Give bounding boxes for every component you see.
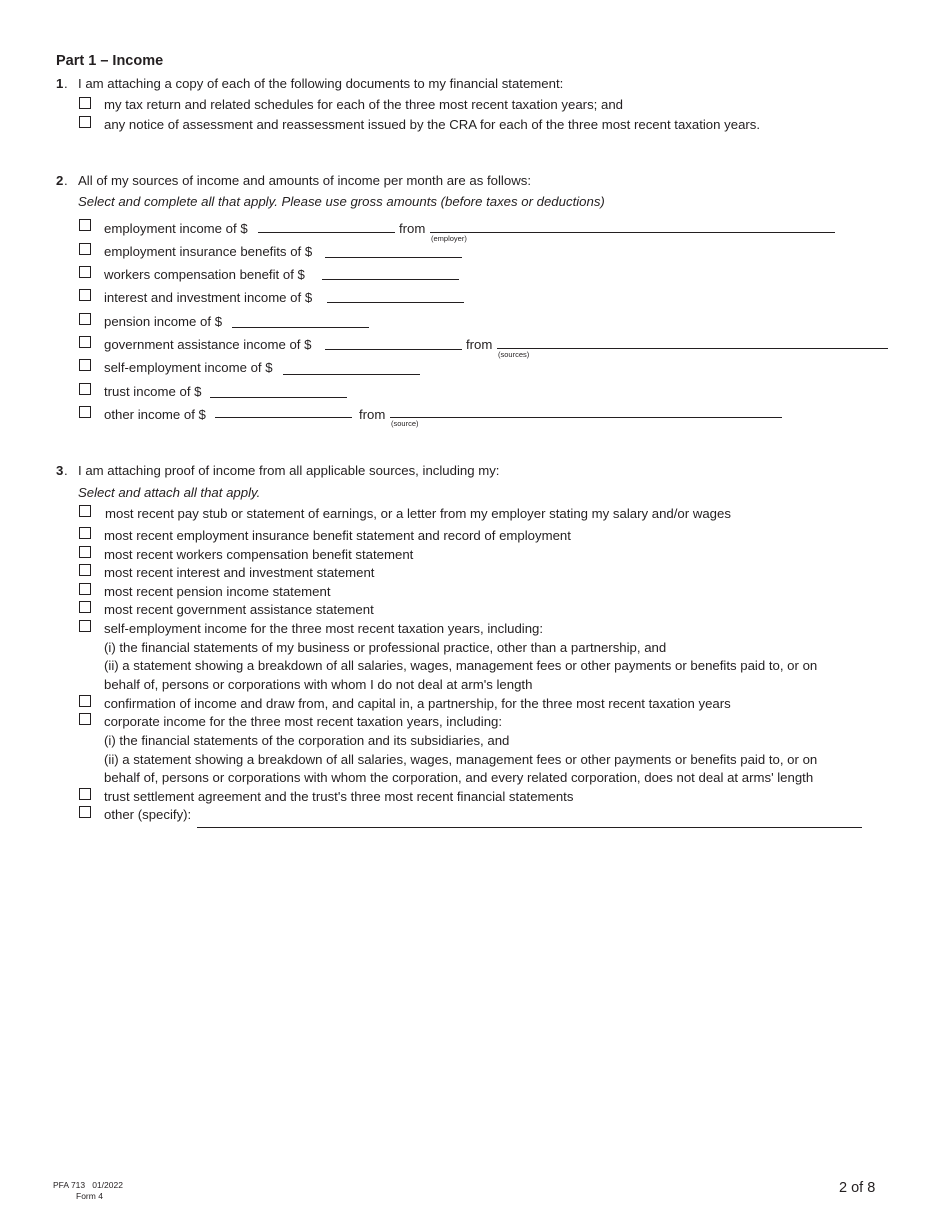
q2-label-self-employment: self-employment income of $ [104,360,273,375]
q3-checkbox-pay-stub[interactable] [79,505,91,517]
form-code: PFA 713 01/2022 [53,1180,123,1190]
q3-checkbox-trust[interactable] [79,788,91,800]
q3-item-ei-statement: most recent employment insurance benefit statement and record of employment [104,528,571,543]
q3-checkbox-gov-assistance[interactable] [79,601,91,613]
q2-checkbox-pension[interactable] [79,313,91,325]
q3-checkbox-ei-statement[interactable] [79,527,91,539]
q2-checkbox-interest[interactable] [79,289,91,301]
q3-instruction: Select and attach all that apply. [78,485,261,500]
employment-from-label: from [399,221,426,236]
q3-item-gov-assistance: most recent government assistance statement [104,602,374,617]
q2-checkbox-other[interactable] [79,406,91,418]
q1-item-tax-return: my tax return and related schedules for each of the three most recent taxation years; and [104,97,623,112]
q3-item-pension: most recent pension income statement [104,584,331,599]
corporate-sub-ii: (ii) a statement showing a breakdown of all salaries, wages, management fees or other payments or benefits paid to, or on [104,752,818,767]
self-employment-amount-field[interactable] [283,374,420,375]
workers-comp-amount-field[interactable] [322,279,459,280]
self-employment-sub-ii: (ii) a statement showing a breakdown of all salaries, wages, management fees or other payments or benefits paid to, or on [104,658,818,673]
q3-checkbox-pension[interactable] [79,583,91,595]
gov-assistance-sources-field[interactable] [497,348,888,349]
other-specify-field[interactable] [197,827,862,828]
q2-instruction: Select and complete all that apply. Please use gross amounts (before taxes or deductions) [78,194,605,209]
q1-number: 1 [56,76,64,91]
part-heading: Part 1 – Income [56,53,164,69]
q2-label-ei: employment insurance benefits of $ [104,244,313,259]
q2-label-trust: trust income of $ [104,384,202,399]
trust-amount-field[interactable] [210,397,347,398]
q2-text: All of my sources of income and amounts of income per month are as follows: [78,173,531,188]
q3-item-corporate: corporate income for the three most recent taxation years, including: [104,714,503,729]
q2-checkbox-ei[interactable] [79,243,91,255]
q1-item-notice: any notice of assessment and reassessment issued by the CRA for each of the three most recent taxation years. [104,117,761,132]
q2-label-pension: pension income of $ [104,314,223,329]
employment-amount-field[interactable] [258,232,395,233]
ei-amount-field[interactable] [325,257,462,258]
q2-label-other: other income of $ [104,407,206,422]
q3-checkbox-self-employment[interactable] [79,620,91,632]
q2-label-gov-assistance: government assistance income of $ [104,337,312,352]
q2-checkbox-self-employment[interactable] [79,359,91,371]
q3-item-interest: most recent interest and investment statement [104,565,375,580]
q3-item-pay-stub: most recent pay stub or statement of earnings, or a letter from my employer stating my salary and/or wages [105,506,731,521]
other-source-field[interactable] [390,417,782,418]
q3-item-self-employment: self-employment income for the three most recent taxation years, including: [104,621,544,636]
q3-number: 3 [56,463,64,478]
q1-checkbox-tax-return[interactable] [79,97,91,109]
q2-checkbox-gov-assistance[interactable] [79,336,91,348]
q3-checkbox-partnership[interactable] [79,695,91,707]
q1-text: I am attaching a copy of each of the following documents to my financial statement: [78,76,564,91]
gov-assistance-amount-field[interactable] [325,349,462,350]
gov-assistance-from-label: from [466,337,493,352]
q2-checkbox-employment[interactable] [79,219,91,231]
interest-amount-field[interactable] [327,302,464,303]
q3-item-partnership: confirmation of income and draw from, and capital in, a partnership, for the three most recent taxation years [104,696,731,711]
q1-checkbox-notice[interactable] [79,116,91,128]
self-employment-sub-ii-cont: behalf of, persons or corporations with whom I do not deal at arm's length [104,677,533,692]
q3-checkbox-workers-comp[interactable] [79,546,91,558]
source-caption: (source) [391,419,419,428]
other-from-label: from [359,407,386,422]
form-name: Form 4 [76,1191,103,1201]
corporate-sub-ii-cont: behalf of, persons or corporations with whom the corporation, and every related corporation, does not deal at arms' length [104,770,814,785]
q3-item-trust: trust settlement agreement and the trust's three most recent financial statements [104,789,574,804]
q2-number: 2 [56,173,64,188]
self-employment-sub-i: (i) the financial statements of my business or professional practice, other than a partnership, and [104,640,667,655]
pension-amount-field[interactable] [232,327,369,328]
q2-checkbox-trust[interactable] [79,383,91,395]
corporate-sub-i: (i) the financial statements of the corporation and its subsidiaries, and [104,733,510,748]
q2-checkbox-workers-comp[interactable] [79,266,91,278]
other-amount-field[interactable] [215,417,352,418]
sources-caption: (sources) [498,350,530,359]
q3-checkbox-interest[interactable] [79,564,91,576]
q3-item-other: other (specify): [104,807,192,822]
q2-label-workers-comp: workers compensation benefit of $ [104,267,305,282]
q2-label-employment: employment income of $ [104,221,248,236]
employer-field[interactable] [430,232,835,233]
q3-item-workers-comp: most recent workers compensation benefit statement [104,547,414,562]
page-number: 2 of 8 [839,1180,876,1196]
q3-checkbox-corporate[interactable] [79,713,91,725]
q3-checkbox-other[interactable] [79,806,91,818]
q2-label-interest: interest and investment income of $ [104,290,313,305]
employer-caption: (employer) [431,234,467,243]
q3-text: I am attaching proof of income from all applicable sources, including my: [78,463,500,478]
